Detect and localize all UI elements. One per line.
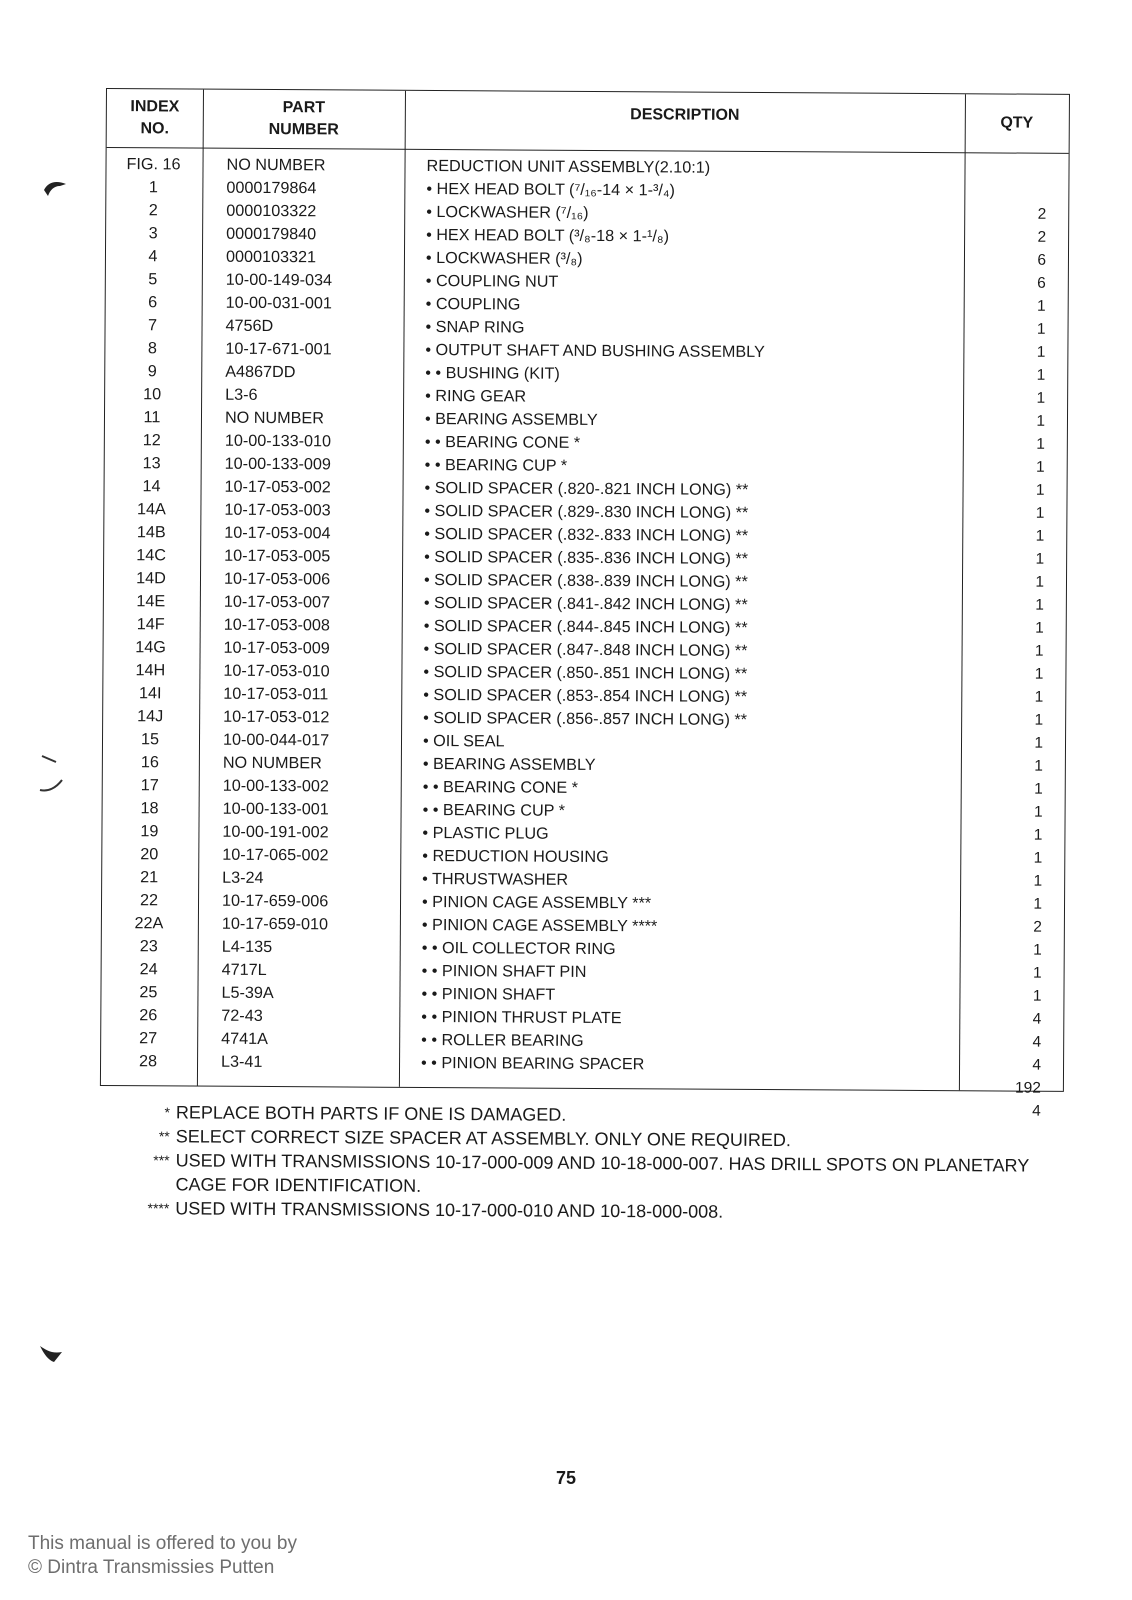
page-number: 75 [555, 1468, 577, 1488]
description-cell: • SOLID SPACER (.850-.851 INCH LONG) ** [423, 662, 748, 683]
part-number-cell: L3-41 [220, 1052, 263, 1071]
index-cell: FIG. 16 [126, 155, 181, 174]
description-cell: • SOLID SPACER (.847-.848 INCH LONG) ** [423, 639, 748, 660]
description-cell: • SOLID SPACER (.853-.854 INCH LONG) ** [423, 685, 748, 706]
index-cell: 14A [136, 500, 166, 519]
index-cell: 14 [142, 477, 161, 496]
footnote-text: USED WITH TRANSMISSIONS 10-17-000-010 AND 10-18-000-008. [175, 1198, 724, 1222]
index-cell: 21 [140, 868, 159, 887]
part-number-cell: 10-00-133-002 [222, 776, 329, 796]
description-cell: • SOLID SPACER (.841-.842 INCH LONG) ** [423, 593, 748, 614]
index-cell: 18 [140, 799, 159, 818]
description-cell: • • PINION THRUST PLATE [421, 1007, 622, 1028]
credit-line-2: © Dintra Transmissies Putten [28, 1557, 275, 1578]
qty-cell: 1 [1035, 619, 1044, 637]
footnote-text: USED WITH TRANSMISSIONS 10-17-000-009 AND 10-18-000-007. HAS DRILL SPOTS ON PLANETARY CAGE FOR IDENTIFICATION. [175, 1150, 1029, 1196]
description-cell: • • BUSHING (KIT) [425, 363, 560, 383]
header-part-line1: PART [282, 99, 326, 117]
description-cell: • • OIL COLLECTOR RING [421, 938, 616, 959]
part-number-cell: 10-17-659-006 [221, 891, 329, 911]
part-number-cell: A4867DD [225, 362, 296, 382]
part-number-cell: 10-00-191-002 [222, 822, 329, 842]
part-number-cell: 10-17-053-004 [224, 523, 331, 543]
qty-cell: 1 [1033, 849, 1043, 867]
index-cell: 16 [140, 753, 159, 772]
description-cell: • RING GEAR [425, 386, 527, 406]
index-cell: 27 [139, 1029, 158, 1048]
part-number-cell: 0000179864 [226, 178, 317, 198]
description-cell: • SOLID SPACER (.856-.857 INCH LONG) ** [423, 708, 748, 729]
qty-cell: 1 [1033, 826, 1043, 844]
part-number-cell: 72-43 [221, 1006, 263, 1025]
description-cell: • • BEARING CUP * [422, 800, 566, 820]
description-cell: • SOLID SPACER (.832-.833 INCH LONG) ** [424, 524, 749, 545]
qty-cell: 1 [1036, 435, 1045, 453]
qty-cell: 1 [1035, 550, 1045, 568]
qty-cell: 4 [1032, 1102, 1041, 1120]
index-cell: 13 [142, 454, 161, 473]
description-cell: • COUPLING [425, 294, 521, 314]
index-cell: 12 [142, 431, 161, 450]
part-number-cell: L4-135 [221, 937, 273, 957]
description-cell: • SOLID SPACER (.820-.821 INCH LONG) ** [424, 478, 749, 499]
qty-cell: 1 [1037, 297, 1046, 315]
qty-cell: 1 [1033, 895, 1043, 913]
qty-cell: 4 [1032, 1010, 1042, 1028]
description-cell: • • BEARING CONE * [422, 777, 579, 797]
qty-cell: 192 [1014, 1079, 1041, 1097]
description-cell: • HEX HEAD BOLT (³/₈-18 × 1-¹/₈) [426, 225, 670, 246]
qty-cell: 1 [1036, 389, 1046, 407]
index-cell: 7 [147, 316, 158, 335]
footnote-mark: *** [153, 1152, 170, 1169]
description-cell: • OUTPUT SHAFT AND BUSHING ASSEMBLY [425, 340, 765, 362]
index-cell: 14D [136, 569, 166, 588]
index-cell: 28 [138, 1052, 158, 1071]
index-cell: 26 [139, 1006, 158, 1025]
part-number-cell: L3-6 [225, 385, 258, 404]
punch-mark-bottom [36, 1340, 66, 1370]
index-cell: 14C [136, 546, 167, 565]
index-cell: 14F [136, 615, 165, 634]
footnote-mark: ** [158, 1128, 170, 1145]
index-cell: 14G [135, 638, 166, 657]
description-cell: • PLASTIC PLUG [422, 823, 549, 843]
description-cell: • SOLID SPACER (.829-.830 INCH LONG) ** [424, 501, 749, 522]
description-cell: • HEX HEAD BOLT (⁷/₁₆-14 × 1-³/₄) [426, 179, 676, 200]
qty-cell: 1 [1035, 481, 1045, 499]
index-cell: 11 [143, 408, 161, 427]
qty-cell: 1 [1035, 527, 1045, 545]
index-cell: 2 [148, 201, 158, 220]
part-number-cell: 10-17-671-001 [225, 339, 332, 359]
qty-cell: 1 [1034, 734, 1044, 752]
description-cell: • • ROLLER BEARING [421, 1030, 584, 1050]
part-number-cell: 10-00-133-010 [224, 431, 332, 451]
part-number-cell: 10-17-053-005 [224, 546, 331, 566]
part-number-cell: NO NUMBER [224, 408, 324, 428]
part-number-cell: 10-17-053-006 [223, 569, 331, 589]
index-cell: 14E [136, 592, 166, 611]
part-number-cell: L3-24 [222, 868, 264, 887]
part-number-cell: 10-00-133-001 [222, 799, 329, 819]
header-index [107, 89, 203, 148]
index-cell: 24 [139, 960, 158, 979]
qty-cell: 1 [1033, 941, 1042, 959]
part-number-cell: 10-00-031-001 [225, 293, 332, 313]
table-row [101, 1050, 1063, 1079]
part-number-cell: 0000103322 [226, 201, 317, 221]
description-cell: • LOCKWASHER (⁷/₁₆) [426, 202, 589, 222]
qty-cell: 4 [1032, 1033, 1042, 1051]
index-cell: 5 [148, 270, 158, 289]
footnote-mark: **** [147, 1200, 170, 1217]
footnotes [117, 1100, 1068, 1226]
qty-cell: 1 [1034, 780, 1043, 798]
header-qty: QTY [1000, 114, 1034, 132]
qty-cell: 1 [1034, 757, 1043, 775]
index-cell: 4 [148, 247, 158, 266]
qty-cell: 1 [1036, 366, 1046, 384]
credit-line-1: This manual is offered to you by [28, 1533, 297, 1554]
description-cell: • REDUCTION HOUSING [422, 846, 609, 867]
description-cell: • PINION CAGE ASSEMBLY *** [421, 892, 652, 913]
description-cell: • BEARING ASSEMBLY [422, 754, 596, 775]
description-cell: • PINION CAGE ASSEMBLY **** [421, 915, 658, 936]
index-cell: 3 [148, 224, 158, 243]
qty-cell: 6 [1037, 274, 1046, 292]
description-cell: • SOLID SPACER (.835-.836 INCH LONG) ** [424, 547, 749, 568]
part-number-cell: 0000103321 [225, 247, 317, 267]
qty-cell: 1 [1035, 596, 1044, 614]
qty-cell: 2 [1033, 918, 1042, 936]
index-cell: 15 [140, 730, 160, 749]
punch-mark-middle [36, 752, 66, 798]
index-cell: 14I [138, 684, 162, 703]
index-cell: 22A [134, 914, 164, 933]
part-number-cell: L5-39A [221, 983, 274, 1003]
part-number-cell: 10-17-053-008 [223, 615, 330, 635]
part-number-cell: NO NUMBER [222, 753, 322, 773]
footnote-text: REPLACE BOTH PARTS IF ONE IS DAMAGED. [175, 1102, 567, 1125]
qty-cell: 2 [1037, 228, 1047, 246]
qty-cell: 1 [1033, 803, 1043, 821]
description-cell: • • BEARING CONE * [424, 432, 581, 452]
qty-cell: 6 [1037, 251, 1047, 269]
part-number-cell: 4717L [221, 960, 267, 979]
index-cell: 14J [137, 707, 164, 726]
qty-cell: 1 [1036, 412, 1046, 430]
footnote [117, 1148, 1067, 1202]
header-index-line1: INDEX [130, 98, 180, 116]
description-cell: • • BEARING CUP * [424, 455, 568, 475]
index-cell: 23 [139, 937, 158, 956]
footnote-text: SELECT CORRECT SIZE SPACER AT ASSEMBLY. ONLY ONE REQUIRED. [175, 1126, 792, 1151]
description-cell: • THRUSTWASHER [422, 869, 569, 889]
qty-cell: 1 [1036, 343, 1046, 361]
part-number-cell: 4756D [225, 316, 274, 336]
index-cell: 1 [148, 178, 158, 197]
qty-cell: 1 [1035, 504, 1045, 522]
description-cell: • BEARING ASSEMBLY [424, 409, 598, 430]
header-description: DESCRIPTION [630, 106, 740, 124]
description-cell: REDUCTION UNIT ASSEMBLY(2.10:1) [426, 156, 711, 177]
index-cell: 14B [136, 523, 166, 542]
footnote-mark: * [164, 1104, 170, 1121]
header-part-line2: NUMBER [268, 120, 339, 139]
qty-cell: 1 [1032, 987, 1042, 1005]
index-cell: 8 [147, 339, 157, 358]
description-cell: • • PINION BEARING SPACER [420, 1053, 645, 1074]
part-number-cell: NO NUMBER [226, 155, 326, 175]
qty-cell: 1 [1034, 665, 1044, 683]
qty-cell: 1 [1035, 573, 1045, 591]
part-number-cell: 0000179840 [226, 224, 317, 244]
index-cell: 14H [135, 661, 166, 680]
part-number-cell: 10-17-053-003 [224, 500, 331, 520]
footnote [117, 1196, 1067, 1226]
qty-cell: 1 [1036, 458, 1045, 476]
description-cell: • SOLID SPACER (.838-.839 INCH LONG) ** [423, 570, 748, 591]
qty-cell: 1 [1034, 688, 1044, 706]
part-number-cell: 10-00-133-009 [224, 454, 331, 474]
qty-cell: 1 [1034, 642, 1044, 660]
header-part-number [203, 90, 405, 149]
index-cell: 6 [148, 293, 158, 312]
part-number-cell: 10-00-044-017 [222, 730, 330, 750]
description-cell: • LOCKWASHER (³/₈) [425, 248, 583, 268]
description-cell: • • PINION SHAFT PIN [421, 961, 587, 981]
punch-mark-top [40, 176, 70, 206]
part-number-cell: 10-17-053-010 [223, 661, 330, 681]
part-number-cell: 10-17-659-010 [221, 914, 329, 934]
qty-column [967, 202, 1069, 1123]
part-number-cell: 10-00-149-034 [225, 270, 333, 290]
part-number-cell: 10-17-053-009 [223, 638, 330, 658]
index-cell: 19 [140, 822, 159, 841]
part-number-cell: 10-17-053-007 [223, 592, 331, 612]
index-cell: 25 [139, 983, 158, 1002]
qty-cell: 1 [1033, 872, 1043, 890]
description-cell: • COUPLING NUT [425, 271, 559, 291]
table-body [101, 153, 1069, 1079]
description-cell: • • PINION SHAFT [421, 984, 556, 1004]
qty-cell: 4 [1032, 1056, 1042, 1074]
index-cell: 22 [139, 891, 159, 910]
credit-notice [28, 1532, 297, 1580]
description-cell: • OIL SEAL [422, 731, 505, 751]
index-cell: 20 [140, 845, 159, 864]
description-cell: • SNAP RING [425, 317, 525, 337]
index-cell: 17 [140, 776, 159, 795]
qty-cell: 1 [1032, 964, 1042, 982]
part-number-cell: 10-17-053-012 [223, 707, 330, 727]
header-index-line2: NO. [140, 120, 170, 138]
index-cell: 10 [143, 385, 162, 404]
qty-cell: 2 [1037, 205, 1047, 223]
part-number-cell: 10-17-053-002 [224, 477, 331, 497]
part-number-cell: 10-17-065-002 [222, 845, 329, 865]
qty-cell: 1 [1036, 320, 1046, 338]
description-cell: • SOLID SPACER (.844-.845 INCH LONG) ** [423, 616, 748, 637]
part-number-cell: 10-17-053-011 [223, 684, 329, 704]
part-number-cell: 4741A [221, 1029, 269, 1049]
index-cell: 9 [147, 362, 157, 381]
qty-cell: 1 [1034, 711, 1044, 729]
